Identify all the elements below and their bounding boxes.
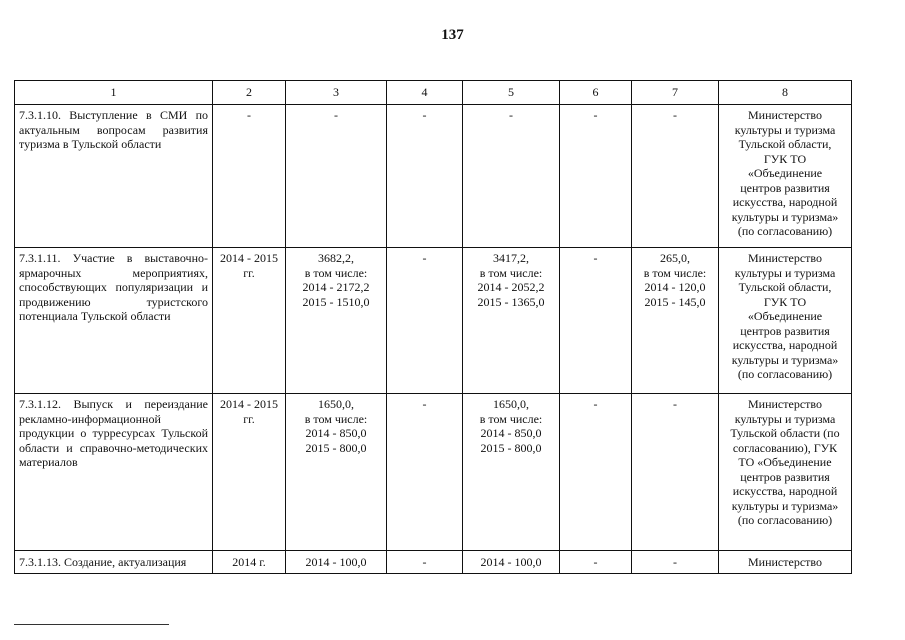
executor-cell — [719, 248, 852, 394]
cell-line: - — [334, 108, 338, 122]
column-7-cell — [632, 105, 719, 248]
executor-cell — [719, 394, 852, 551]
column-6-cell: - — [560, 394, 632, 551]
cell-line: культуры и туризма — [734, 265, 836, 280]
cell-line: в том числе: — [479, 265, 543, 280]
column-6-cell: - — [560, 105, 632, 248]
total-funding-cell — [286, 551, 387, 574]
cell-line: (по согласованию) — [737, 224, 833, 238]
table-row — [15, 551, 852, 574]
column-4-cell: - — [387, 105, 463, 248]
cell-line: культуры и туризма — [734, 411, 836, 426]
program-activities-table — [14, 80, 852, 574]
cell-line: культуры и туризма» — [731, 498, 839, 513]
column-header: 5 — [463, 81, 560, 105]
cell-line: Министерство — [748, 555, 822, 569]
column-header: 4 — [387, 81, 463, 105]
cell-line: 2014 - 850,0 — [480, 426, 542, 440]
cell-line: 2015 - 1365,0 — [477, 294, 545, 309]
cell-line: «Объединение — [747, 166, 823, 180]
column-header: 7 — [632, 81, 719, 105]
cell-line: 2015 - 1510,0 — [302, 294, 370, 309]
column-6-cell: - — [560, 551, 632, 574]
cell-line: 1650,0, — [318, 397, 354, 411]
cell-line: 2015 - 800,0 — [480, 440, 542, 455]
executor-cell — [719, 105, 852, 248]
cell-line: в том числе: — [643, 265, 707, 280]
column-7-cell — [632, 551, 719, 574]
cell-line: 2014 - 2052,2 — [477, 280, 545, 294]
cell-line: 2015 - 145,0 — [644, 294, 706, 309]
column-header: 6 — [560, 81, 632, 105]
cell-line: культуры и туризма — [734, 122, 836, 137]
cell-line: 1650,0, — [493, 397, 529, 411]
column-7-cell — [632, 394, 719, 551]
cell-line: 265,0, — [660, 251, 690, 265]
total-funding-cell — [286, 248, 387, 394]
cell-line: - — [673, 108, 677, 122]
cell-line: культуры и туризма» — [731, 209, 839, 224]
column-header: 1 — [15, 81, 213, 105]
cell-line: ГУК ТО — [763, 294, 807, 309]
executor-cell — [719, 551, 852, 574]
header-row — [15, 81, 852, 105]
cell-line: 2014 - 2172,2 — [302, 280, 370, 294]
activity-cell: 7.3.1.13. Создание, актуализация — [15, 551, 213, 574]
cell-line: искусства, народной — [732, 195, 838, 209]
column-5-cell — [463, 105, 560, 248]
column-4-cell: - — [387, 248, 463, 394]
cell-line: согласованию), ГУК — [732, 440, 838, 455]
cell-line: Тульской области (по — [730, 426, 840, 440]
cell-line: 2014 - 100,0 — [480, 555, 542, 569]
column-5-cell — [463, 551, 560, 574]
cell-line: Министерство — [748, 397, 822, 411]
page-number: 137 — [441, 27, 464, 43]
cell-line: 2015 - 800,0 — [305, 440, 367, 455]
cell-line: «Объединение — [747, 309, 823, 323]
period-cell: - — [213, 105, 286, 248]
cell-line: искусства, народной — [732, 338, 838, 352]
activity-cell: 7.3.1.10. Выступление в СМИ по актуальным вопросам развития туризма в Тульской области — [15, 105, 213, 248]
cell-line: - — [673, 397, 677, 411]
cell-line: центров развития — [740, 323, 830, 338]
column-header: 2 — [213, 81, 286, 105]
activity-cell: 7.3.1.11. Участие в выставочно-ярмарочных мероприятиях, способствующих популяризации и продвижению туристского потенциала Тульской области — [15, 248, 213, 394]
cell-line: 2014 - 850,0 — [305, 426, 367, 440]
cell-line: в том числе: — [304, 265, 368, 280]
column-5-cell — [463, 248, 560, 394]
column-5-cell — [463, 394, 560, 551]
table-row — [15, 248, 852, 394]
cell-line: центров развития — [740, 469, 830, 484]
cell-line: центров развития — [740, 180, 830, 195]
cell-line: ГУК ТО — [763, 151, 807, 166]
cell-line: культуры и туризма» — [731, 352, 839, 367]
cell-line: Тульской области, — [738, 137, 832, 151]
cell-line: (по согласованию) — [737, 367, 833, 381]
cell-line: Министерство — [748, 108, 822, 122]
total-funding-cell — [286, 394, 387, 551]
cell-line: искусства, народной — [732, 484, 838, 498]
cell-line: в том числе: — [479, 411, 543, 426]
column-header: 8 — [719, 81, 852, 105]
period-cell: 2014 - 2015 гг. — [213, 394, 286, 551]
table-row — [15, 105, 852, 248]
column-7-cell — [632, 248, 719, 394]
cell-line: 2014 - 100,0 — [305, 555, 367, 569]
period-cell: 2014 - 2015 гг. — [213, 248, 286, 394]
cell-line: в том числе: — [304, 411, 368, 426]
cell-line: 2014 - 120,0 — [644, 280, 706, 294]
total-funding-cell — [286, 105, 387, 248]
cell-line: 3417,2, — [493, 251, 529, 265]
cell-line: - — [673, 555, 677, 569]
column-4-cell: - — [387, 551, 463, 574]
column-header: 3 — [286, 81, 387, 105]
column-6-cell: - — [560, 248, 632, 394]
cell-line: ТО «Объединение — [738, 455, 832, 469]
cell-line: (по согласованию) — [737, 513, 833, 527]
period-cell: 2014 г. — [213, 551, 286, 574]
footnote-divider — [14, 624, 169, 625]
cell-line: 3682,2, — [318, 251, 354, 265]
table-row — [15, 394, 852, 551]
cell-line: Министерство — [748, 251, 822, 265]
activity-cell: 7.3.1.12. Выпуск и переиздание рекламно-информационной продукции о турресурсах Тульской области и справочно-методических материалов — [15, 394, 213, 551]
cell-line: Тульской области, — [738, 280, 832, 294]
cell-line: - — [509, 108, 513, 122]
column-4-cell: - — [387, 394, 463, 551]
